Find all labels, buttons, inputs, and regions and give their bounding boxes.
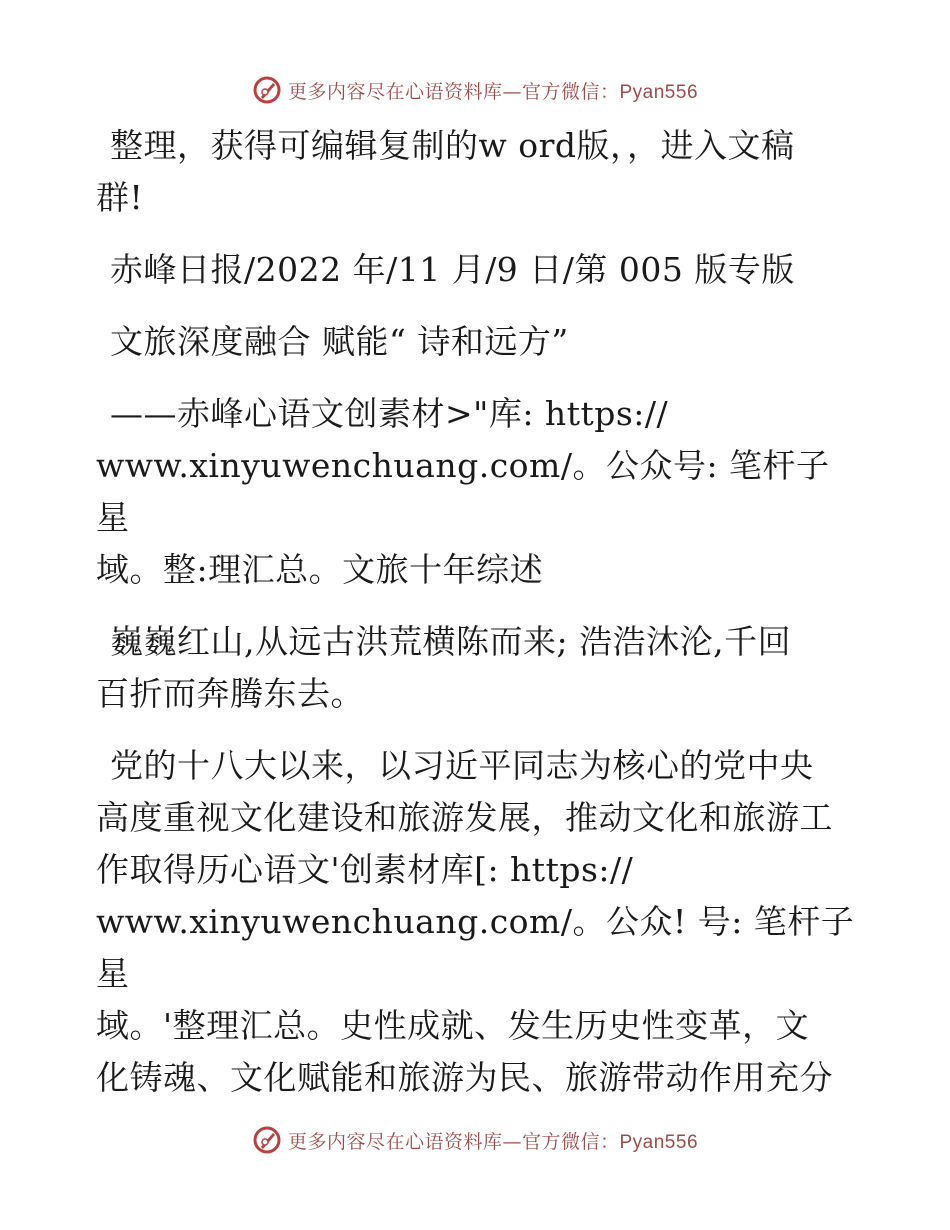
text-line: 高度重视文化建设和旅游发展，推动文化和旅游工 (96, 798, 833, 837)
text-line: 整理，获得可编辑复制的w ord版，，进入文稿 (110, 126, 795, 165)
text-line: 赤峰日报/2022 年/11 月/9 日/第 005 版专版 (110, 250, 795, 289)
text-line: 化铸魂、文化赋能和旅游为民、旅游带动作用充分 (96, 1058, 833, 1097)
text-line: 域。整:理汇总。文旅十年综述 (96, 550, 544, 589)
paragraph-5 (96, 616, 856, 720)
text-line: 党的十八大以来，以习近平同志为核心的党中央 (110, 746, 814, 785)
banner-wechat-id: Pyan556 (619, 81, 699, 103)
text-line: 文旅深度融合 赋能“ 诗和远方” (110, 322, 569, 361)
banner-label (288, 1127, 698, 1154)
paragraph-1 (96, 120, 856, 224)
paragraph-2 (96, 244, 856, 296)
text-line: www.xinyuwenchuang.com/。公众号: 笔杆子星 (96, 446, 830, 537)
text-line: 百折而奔腾东去。 (96, 674, 364, 713)
banner-label (288, 77, 698, 104)
banner-text: 更多内容尽在心语资料库—官方微信： (287, 1130, 620, 1153)
banner-wechat-id: Pyan556 (619, 1131, 699, 1153)
quill-seal-icon (252, 1125, 282, 1155)
text-line: www.xinyuwenchuang.com/。公众! 号: 笔杆子星 (96, 902, 855, 993)
text-line: 作取得历心语文'创素材库[: https:// (96, 850, 634, 889)
header-banner (0, 70, 950, 110)
text-line: ——赤峰心语文创素材>"库: https:// (110, 394, 669, 433)
text-line: 域。'整理汇总。史性成就、发生历史性变革，文 (96, 1006, 810, 1045)
text-line: 群! (96, 178, 144, 217)
text-line: 巍巍红山,从远古洪荒横陈而来; 浩浩沐沦,千回 (110, 622, 792, 661)
footer-banner (0, 1120, 950, 1160)
banner-text: 更多内容尽在心语资料库—官方微信： (287, 80, 620, 103)
paragraph-4 (96, 388, 856, 596)
paragraph-3 (96, 316, 856, 368)
document-body (96, 120, 856, 1124)
quill-seal-icon (252, 75, 282, 105)
paragraph-6 (96, 740, 856, 1104)
